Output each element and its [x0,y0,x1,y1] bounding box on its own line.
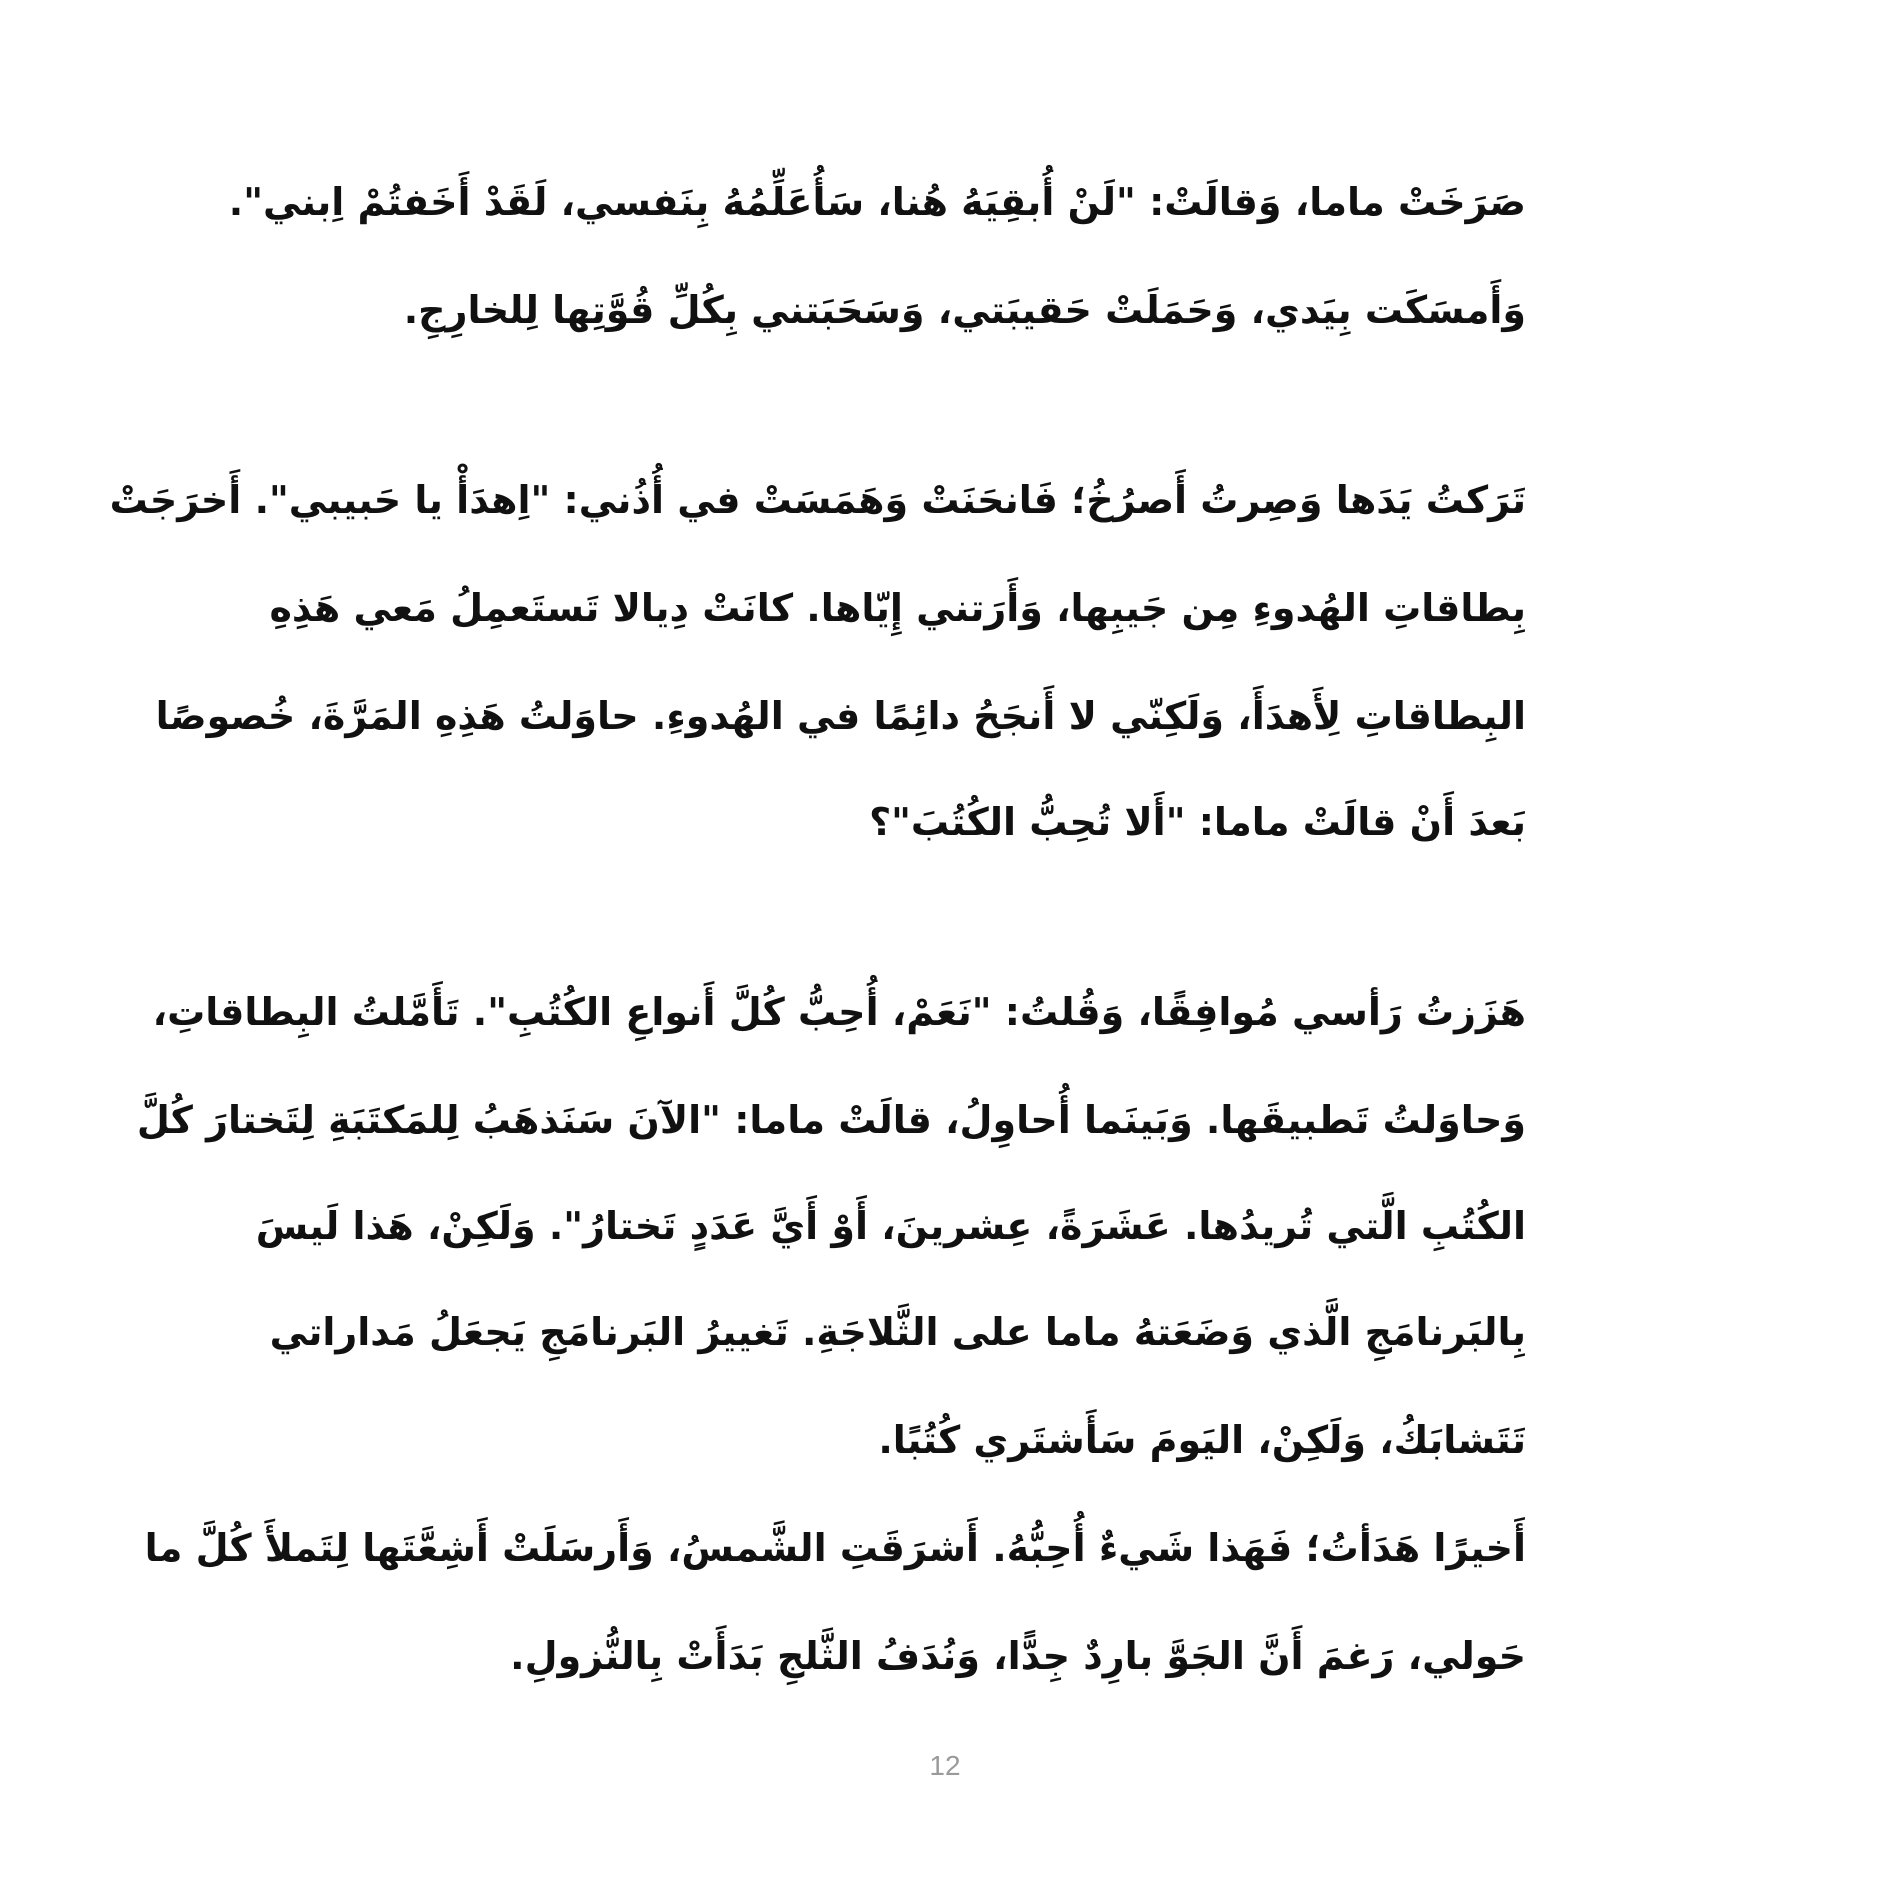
text-line: بِطاقاتِ الهُدوءِ مِن جَيبِها، وَأَرَتني إِيّاها. كانَتْ دِيالا تَستَعمِلُ مَعي هَذِهِ [269,586,1526,630]
text-line: بَعدَ أَنْ قالَتْ ماما: "أَلا تُحِبُّ الكُتُبَ"؟ [869,800,1526,844]
text-line: بِالبَرنامَجِ الَّذي وَضَعَتهُ ماما على الثَّلاجَةِ. تَغييرُ البَرنامَجِ يَجعَلُ مَداراتي [269,1310,1526,1354]
text-line: البِطاقاتِ لِأَهدَأَ، وَلَكِنّي لا أَنجَحُ دائِمًا في الهُدوءِ. حاوَلتُ هَذِهِ المَرَّةَ، خُصوصًا [155,694,1526,738]
text-line: صَرَخَتْ ماما، وَقالَتْ: "لَنْ أُبقِيَهُ هُنا، سَأُعَلِّمُهُ بِنَفسي، لَقَدْ أَخَفتُمْ اِبني". [228,180,1526,224]
page-number: 12 [929,1750,961,1781]
text-line: تَرَكتُ يَدَها وَصِرتُ أَصرُخُ؛ فَانحَنَتْ وَهَمَسَتْ في أُذُني: "اِهدَأْ يا حَبيبي". أَخرَجَتْ [109,478,1526,522]
text-line: وَحاوَلتُ تَطبيقَها. وَبَينَما أُحاوِلُ، قالَتْ ماما: "الآنَ سَنَذهَبُ لِلمَكتَبَةِ لِتَختارَ كُلَّ [136,1098,1526,1142]
text-line: الكُتُبِ الَّتي تُريدُها. عَشَرَةً، عِشرينَ، أَوْ أَيَّ عَدَدٍ تَختارُ". وَلَكِنْ، هَذا لَيسَ [255,1204,1526,1248]
text-line: وَأَمسَكَت بِيَدي، وَحَمَلَتْ حَقيبَتي، وَسَحَبَتني بِكُلِّ قُوَّتِها لِلخارِجِ. [403,288,1526,332]
text-line: تَتَشابَكُ، وَلَكِنْ، اليَومَ سَأَشتَري كُتُبًا. [878,1418,1526,1462]
text-line: هَزَزتُ رَأسي مُوافِقًا، وَقُلتُ: "نَعَمْ، أُحِبُّ كُلَّ أَنواعِ الكُتُبِ". تَأَمَّلتُ البِطاقاتِ، [152,990,1526,1034]
text-line: حَولي، رَغمَ أَنَّ الجَوَّ بارِدٌ جِدًّا، وَنُدَفُ الثَّلجِ بَدَأَتْ بِالنُّزولِ. [510,1634,1526,1678]
text-line: أَخيرًا هَدَأتُ؛ فَهَذا شَيءٌ أُحِبُّهُ. أَشرَقَتِ الشَّمسُ، وَأَرسَلَتْ أَشِعَّتَها لِتَملأَ كُلَّ ما [144,1526,1526,1570]
